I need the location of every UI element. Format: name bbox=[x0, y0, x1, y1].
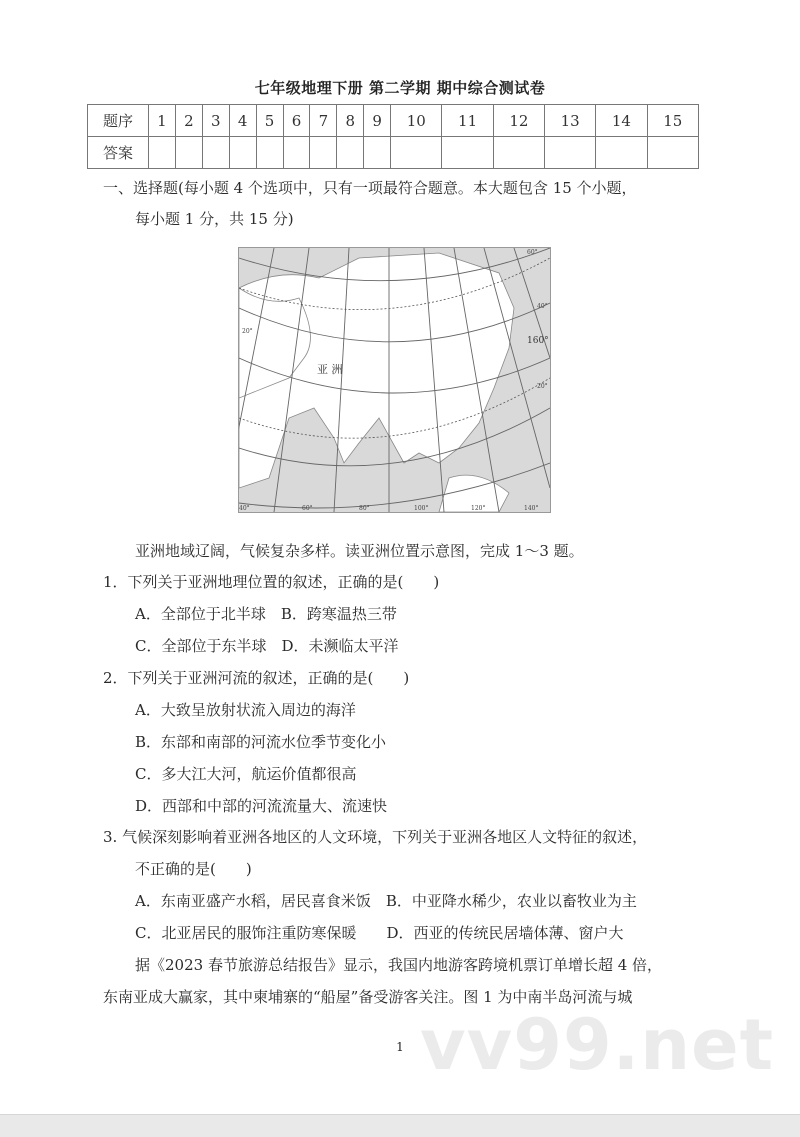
page-title: 七年级地理下册 第二学期 期中综合测试卷 bbox=[254, 79, 546, 97]
question-number-cell: 11 bbox=[442, 105, 493, 137]
degree-label: 20° bbox=[537, 383, 548, 390]
page-number: 1 bbox=[396, 1040, 404, 1054]
answer-cell[interactable] bbox=[283, 137, 310, 169]
question-number-cell: 6 bbox=[283, 105, 310, 137]
question-number-cell: 2 bbox=[175, 105, 202, 137]
question-3-stem: 3. 气候深刻影响着亚洲各地区的人文环境，下列关于亚洲各地区人文特征的叙述， bbox=[103, 828, 648, 846]
page-bottom-edge bbox=[0, 1114, 800, 1137]
row-header: 答案 bbox=[88, 137, 149, 169]
answer-table bbox=[87, 104, 699, 169]
question-number-cell: 5 bbox=[256, 105, 283, 137]
question-1-options-ab: A．全部位于北半球 B．跨寒温热三带 bbox=[135, 605, 397, 623]
table-row-answers bbox=[88, 137, 699, 169]
degree-label: 20° bbox=[242, 328, 253, 335]
row-header: 题序 bbox=[88, 105, 149, 137]
answer-cell[interactable] bbox=[493, 137, 544, 169]
answer-cell[interactable] bbox=[442, 137, 493, 169]
question-number-cell: 9 bbox=[364, 105, 391, 137]
watermark: vv99.net bbox=[420, 1004, 775, 1086]
question-3-options-ab: A．东南亚盛产水稻，居民喜食米饭 B．中亚降水稀少，农业以畜牧业为主 bbox=[135, 892, 637, 910]
question-number-cell: 3 bbox=[202, 105, 229, 137]
degree-label: 80° bbox=[359, 505, 370, 512]
answer-cell[interactable] bbox=[364, 137, 391, 169]
answer-cell[interactable] bbox=[149, 137, 176, 169]
question-number-cell: 13 bbox=[545, 105, 596, 137]
map-graphic bbox=[239, 248, 550, 512]
answer-cell[interactable] bbox=[647, 137, 698, 169]
asia-location-map bbox=[238, 247, 551, 513]
degree-label-160: 160° bbox=[527, 336, 549, 346]
answer-cell[interactable] bbox=[256, 137, 283, 169]
question-2-stem: 2．下列关于亚洲河流的叙述，正确的是( ) bbox=[103, 669, 410, 687]
question-number-cell: 4 bbox=[229, 105, 256, 137]
question-3-stem-cont: 不正确的是( ) bbox=[135, 860, 252, 878]
answer-cell[interactable] bbox=[545, 137, 596, 169]
question-number-cell: 7 bbox=[310, 105, 337, 137]
degree-label: 40° bbox=[239, 505, 250, 512]
question-3-options-cd: C．北亚居民的服饰注重防寒保暖 D．西亚的传统民居墙体薄、窗户大 bbox=[135, 924, 624, 942]
question-number-cell: 15 bbox=[647, 105, 698, 137]
question-number-cell: 8 bbox=[337, 105, 364, 137]
question-2-option-b: B．东部和南部的河流水位季节变化小 bbox=[135, 733, 387, 751]
passage-line-2: 东南亚成大赢家，其中柬埔寨的“船屋”备受游客关注。图 1 为中南半岛河流与城 bbox=[103, 988, 633, 1006]
intro-text: 亚洲地域辽阔，气候复杂多样。读亚洲位置示意图，完成 1～3 题。 bbox=[135, 542, 584, 560]
section-heading-cont: 每小题 1 分，共 15 分) bbox=[135, 210, 294, 228]
answer-cell[interactable] bbox=[202, 137, 229, 169]
question-number-cell: 1 bbox=[149, 105, 176, 137]
answer-cell[interactable] bbox=[337, 137, 364, 169]
question-2-option-c: C．多大江大河，航运价值都很高 bbox=[135, 765, 357, 783]
question-number-cell: 12 bbox=[493, 105, 544, 137]
degree-label: 100° bbox=[414, 505, 429, 512]
question-2-option-d: D．西部和中部的河流流量大、流速快 bbox=[135, 797, 388, 815]
degree-label: 60° bbox=[527, 249, 538, 256]
answer-cell[interactable] bbox=[391, 137, 442, 169]
question-2-option-a: A．大致呈放射状流入周边的海洋 bbox=[135, 701, 356, 719]
section-heading: 一、选择题(每小题 4 个选项中，只有一项最符合题意。本大题包含 15 个小题， bbox=[103, 179, 637, 197]
degree-label: 140° bbox=[524, 505, 539, 512]
question-number-cell: 10 bbox=[391, 105, 442, 137]
table-row-numbers bbox=[88, 105, 699, 137]
degree-label: 60° bbox=[302, 505, 313, 512]
degree-label: 120° bbox=[471, 505, 486, 512]
question-1-options-cd: C．全部位于东半球 D．未濒临太平洋 bbox=[135, 637, 399, 655]
passage-line-1: 据《2023 春节旅游总结报告》显示，我国内地游客跨境机票订单增长超 4 倍， bbox=[135, 956, 663, 974]
answer-cell[interactable] bbox=[310, 137, 337, 169]
answer-cell[interactable] bbox=[229, 137, 256, 169]
answer-cell[interactable] bbox=[175, 137, 202, 169]
map-label-asia: 亚 洲 bbox=[317, 363, 343, 376]
degree-label: 40° bbox=[537, 303, 548, 310]
question-1-stem: 1．下列关于亚洲地理位置的叙述，正确的是( ) bbox=[103, 573, 440, 591]
question-number-cell: 14 bbox=[596, 105, 647, 137]
answer-cell[interactable] bbox=[596, 137, 647, 169]
